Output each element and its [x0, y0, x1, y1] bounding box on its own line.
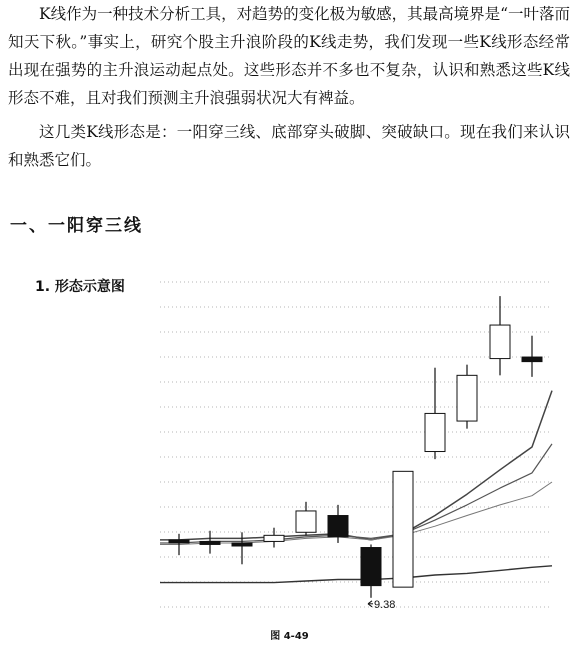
pattern-list-paragraph: 这几类K线形态是：一阳穿三线、底部穿头破脚、突破缺口。现在我们来认识和熟悉它们。 — [8, 123, 570, 169]
candle-body — [425, 413, 445, 451]
candle-body — [490, 325, 510, 359]
candle-body — [232, 543, 252, 546]
candle-body — [169, 540, 189, 543]
candle-body — [296, 511, 316, 532]
annotation-label: 9.38 — [374, 598, 396, 611]
candle-body — [457, 375, 477, 421]
moving-average-line — [160, 391, 552, 540]
candle-body — [328, 516, 348, 537]
candle-body — [200, 541, 220, 544]
intro-paragraph: K线作为一种技术分析工具，对趋势的变化极为敏感，其最高境界是“一叶落而知天下秋。”事实上，研究个股主升浪阶段的K线走势，我们发现一些K线形态经常出现在强势的主升浪运动起点处。这些形态并不多也不复杂，认识和熟悉这些K线形态不难，且对我们预测主升浪强弱状况大有裨益。 — [8, 5, 571, 107]
moving-average-line — [160, 444, 552, 543]
sub-title: 1. 形态示意图 — [35, 279, 125, 295]
section-title: 一、一阳穿三线 — [10, 216, 143, 236]
moving-average-line — [160, 566, 552, 583]
candle-body — [361, 548, 381, 586]
candle-body — [264, 535, 284, 541]
candle-body — [393, 471, 413, 587]
figure-caption: 图 4-49 — [270, 631, 309, 642]
candle-body — [522, 357, 542, 362]
